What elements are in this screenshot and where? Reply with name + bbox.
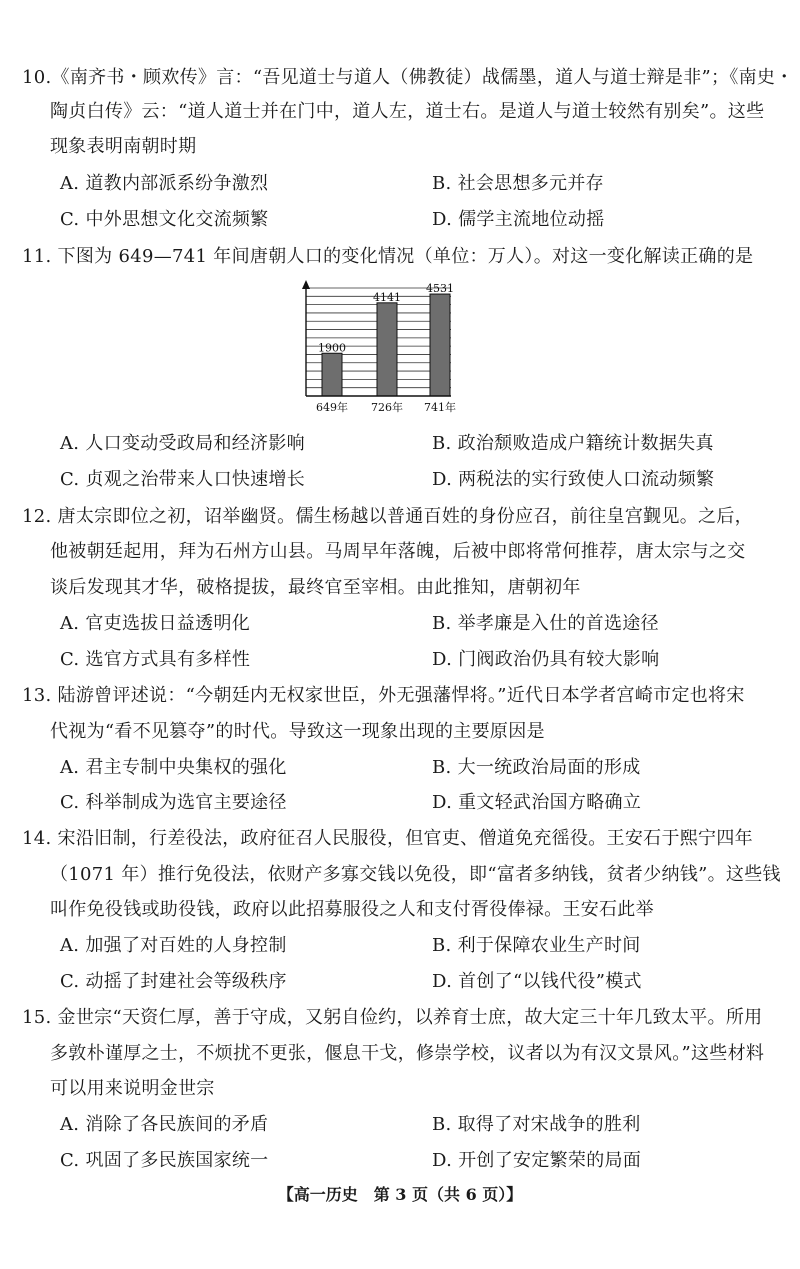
page-footer: 【高一历史 第 3 页（共 6 页）】 xyxy=(277,1185,523,1204)
population-bar-chart xyxy=(296,280,466,420)
question-14-line-1: 14. 宋沿旧制，行差役法，政府征召人民服役，但官吏、僧道免充徭役。王安石于熙宁四年 xyxy=(22,828,753,849)
question-15-line-3: 可以用来说明金世宗 xyxy=(50,1078,215,1099)
question-14-option-a: A. 加强了对百姓的人身控制 xyxy=(60,935,287,956)
question-13-option-d: D. 重文轻武治国方略确立 xyxy=(432,792,642,813)
question-14-line-3: 叫作免役钱或助役钱，政府以此招募服役之人和支付胥役俸禄。王安石此举 xyxy=(50,899,654,920)
category-label: 649年 xyxy=(316,401,348,414)
question-11-option-d: D. 两税法的实行致使人口流动频繁 xyxy=(432,469,715,490)
question-14-option-d: D. 首创了“以钱代役”模式 xyxy=(432,971,642,992)
bar-649年 xyxy=(322,353,342,396)
category-label: 741年 xyxy=(424,401,456,414)
question-12-option-a: A. 官吏选拔日益透明化 xyxy=(60,613,251,634)
question-15-line-1: 15. 金世宗“天资仁厚，善于守成，又躬自俭约，以养育士庶，故大定三十年几致太平。所用 xyxy=(22,1007,763,1028)
question-10-line-3: 现象表明南朝时期 xyxy=(50,136,197,157)
question-10-line-1: 10.《南齐书・顾欢传》言：“吾见道士与道人（佛教徒）战儒墨，道人与道士辩是非”；《南史・ xyxy=(22,67,794,88)
question-10-line-2: 陶贞白传》云：“道人道士并在门中，道人左，道士右。是道人与道士较然有别矣”。这些 xyxy=(50,101,765,122)
question-11-option-c: C. 贞观之治带来人口快速增长 xyxy=(60,469,306,490)
question-11-line-1: 11. 下图为 649—741 年间唐朝人口的变化情况（单位：万人）。对这一变化解读正确的是 xyxy=(22,246,754,267)
question-14-option-c: C. 动摇了封建社会等级秩序 xyxy=(60,971,287,992)
chart-category-labels xyxy=(316,400,456,414)
question-12-line-1: 12. 唐太宗即位之初，诏举幽贤。儒生杨越以普通百姓的身份应召，前往皇宫觐见。之后， xyxy=(22,506,753,527)
question-14-line-2: （1071 年）推行免役法，依财产多寡交钱以免役，即“富者多纳钱，贫者少纳钱”。这些钱 xyxy=(50,864,781,885)
question-14-option-b: B. 利于保障农业生产时间 xyxy=(432,935,641,956)
y-axis-arrow xyxy=(302,280,310,289)
question-10-option-d: D. 儒学主流地位动摇 xyxy=(432,209,605,230)
question-13-line-1: 13. 陆游曾评述说：“今朝廷内无权家世臣，外无强藩悍将。”近代日本学者宫崎市定也将宋 xyxy=(22,685,745,706)
question-12-option-c: C. 选官方式具有多样性 xyxy=(60,649,251,670)
question-10-option-b: B. 社会思想多元并存 xyxy=(432,173,604,194)
question-15-option-d: D. 开创了安定繁荣的局面 xyxy=(432,1150,642,1171)
question-15-line-2: 多敦朴谨厚之士，不烦扰不更张，偃息干戈，修崇学校，议者以为有汉文景风。”这些材料 xyxy=(50,1043,765,1064)
data-label: 1900 xyxy=(318,341,346,355)
category-label: 726年 xyxy=(371,401,403,414)
data-label: 4141 xyxy=(373,290,401,304)
question-12-line-2: 他被朝廷起用，拜为石州方山县。马周早年落魄，后被中郎将常何推荐，唐太宗与之交 xyxy=(50,541,746,562)
question-15-option-b: B. 取得了对宋战争的胜利 xyxy=(432,1114,641,1135)
question-13-option-b: B. 大一统政治局面的形成 xyxy=(432,757,641,778)
question-10-option-c: C. 中外思想文化交流频繁 xyxy=(60,209,269,230)
question-15-option-c: C. 巩固了多民族国家统一 xyxy=(60,1150,269,1171)
question-15-option-a: A. 消除了各民族间的矛盾 xyxy=(60,1114,269,1135)
question-10-option-a: A. 道教内部派系纷争激烈 xyxy=(60,173,269,194)
question-12-line-3: 谈后发现其才华，破格提拔，最终官至宰相。由此推知，唐朝初年 xyxy=(50,577,581,598)
bar-741年 xyxy=(430,294,450,396)
bar-726年 xyxy=(377,303,397,396)
question-12-option-b: B. 举孝廉是入仕的首选途径 xyxy=(432,613,659,634)
question-12-option-d: D. 门阀政治仍具有较大影响 xyxy=(432,649,660,670)
question-11-option-a: A. 人口变动受政局和经济影响 xyxy=(60,433,305,454)
question-13-option-a: A. 君主专制中央集权的强化 xyxy=(60,757,287,778)
question-11-option-b: B. 政治颓败造成户籍统计数据失真 xyxy=(432,433,714,454)
question-13-line-2: 代视为“看不见篡夺”的时代。导致这一现象出现的主要原因是 xyxy=(50,721,545,742)
question-13-option-c: C. 科举制成为选官主要途径 xyxy=(60,792,287,813)
data-label: 4531 xyxy=(426,282,454,296)
